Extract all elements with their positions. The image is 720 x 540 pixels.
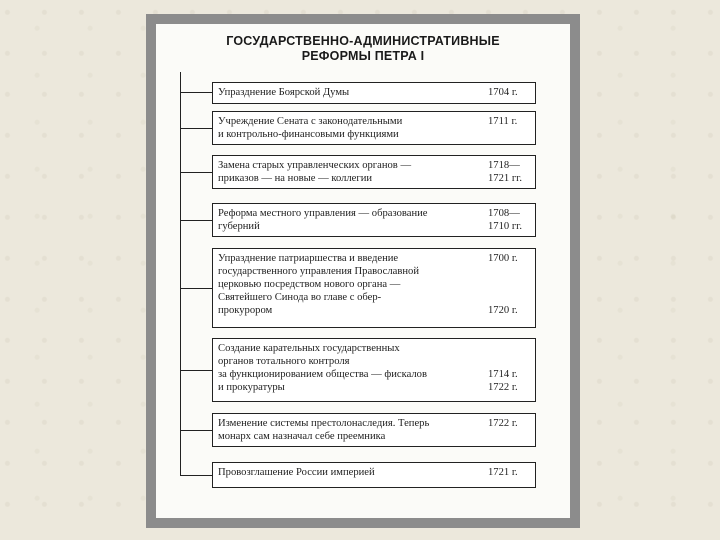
reform-text: Реформа местного управления — образование: [218, 208, 428, 219]
page-title: [156, 34, 570, 64]
reform-date: 1711 г.: [488, 116, 518, 127]
reform-date: 1704 г.: [488, 87, 518, 98]
reform-date: 1720 г.: [488, 305, 518, 316]
connector-line: [180, 172, 212, 173]
reform-date-spacer: [488, 265, 534, 278]
reform-row: [212, 111, 536, 145]
reform-text: государственного управления Православной: [218, 266, 420, 277]
reform-text: церковью посредством нового органа —: [218, 279, 401, 290]
reform-text: Замена старых управленческих органов —: [218, 160, 412, 171]
connector-line: [180, 288, 212, 289]
reform-text: и контрольно-финансовыми функциями: [218, 129, 399, 140]
reform-date: 1722 г.: [488, 382, 518, 393]
diagram-trunk-line: [180, 72, 181, 476]
reform-date-spacer: [488, 278, 534, 291]
reform-date: 1722 г.: [488, 418, 518, 429]
reform-text: и прокуратуры: [218, 382, 285, 393]
reform-date-spacer: [488, 355, 534, 368]
reform-date-spacer: [488, 342, 534, 355]
reform-text: Учреждение Сената с законодательными: [218, 116, 403, 127]
reform-row: [212, 248, 536, 328]
reform-date: 1714 г.: [488, 369, 518, 380]
title-line-2: РЕФОРМЫ ПЕТРА I: [301, 49, 425, 63]
reform-row: [212, 338, 536, 402]
reform-date: 1721 г.: [488, 467, 518, 478]
reform-date: 1700 г.: [488, 253, 518, 264]
reform-text: Провозглашение России империей: [218, 467, 375, 478]
connector-line: [180, 128, 212, 129]
reform-date: 1718—: [488, 160, 520, 171]
reform-text: за функционированием общества — фискалов: [218, 369, 427, 380]
reform-text: Упразднение патриаршества и введение: [218, 253, 399, 264]
reform-row: [212, 155, 536, 189]
connector-line: [180, 475, 212, 476]
reform-text: органов тотального контроля: [218, 356, 350, 367]
reform-text: приказов — на новые — коллегии: [218, 173, 373, 184]
reform-row: [212, 203, 536, 237]
reform-date-spacer: [488, 291, 534, 304]
reform-text: Святейшего Синода во главе с обер-: [218, 292, 382, 303]
connector-line: [180, 430, 212, 431]
reform-text: Упразднение Боярской Думы: [218, 87, 350, 98]
reform-row: [212, 413, 536, 447]
reform-date: 1721 гг.: [488, 173, 522, 184]
reform-row: [212, 82, 536, 104]
reform-text: монарх сам назначал себе преемника: [218, 431, 386, 442]
connector-line: [180, 220, 212, 221]
connector-line: [180, 370, 212, 371]
reform-text: Изменение системы престолонаследия. Теперь: [218, 418, 430, 429]
title-line-1: ГОСУДАРСТВЕННО-АДМИНИСТРАТИВНЫЕ: [226, 34, 500, 48]
reform-row: [212, 462, 536, 488]
reform-text: Создание карательных государственных: [218, 343, 400, 354]
reform-text: губерний: [218, 221, 260, 232]
reform-date: 1710 гг.: [488, 221, 522, 232]
connector-line: [180, 92, 212, 93]
reform-date: 1708—: [488, 208, 520, 219]
reform-text: прокурором: [218, 305, 273, 316]
